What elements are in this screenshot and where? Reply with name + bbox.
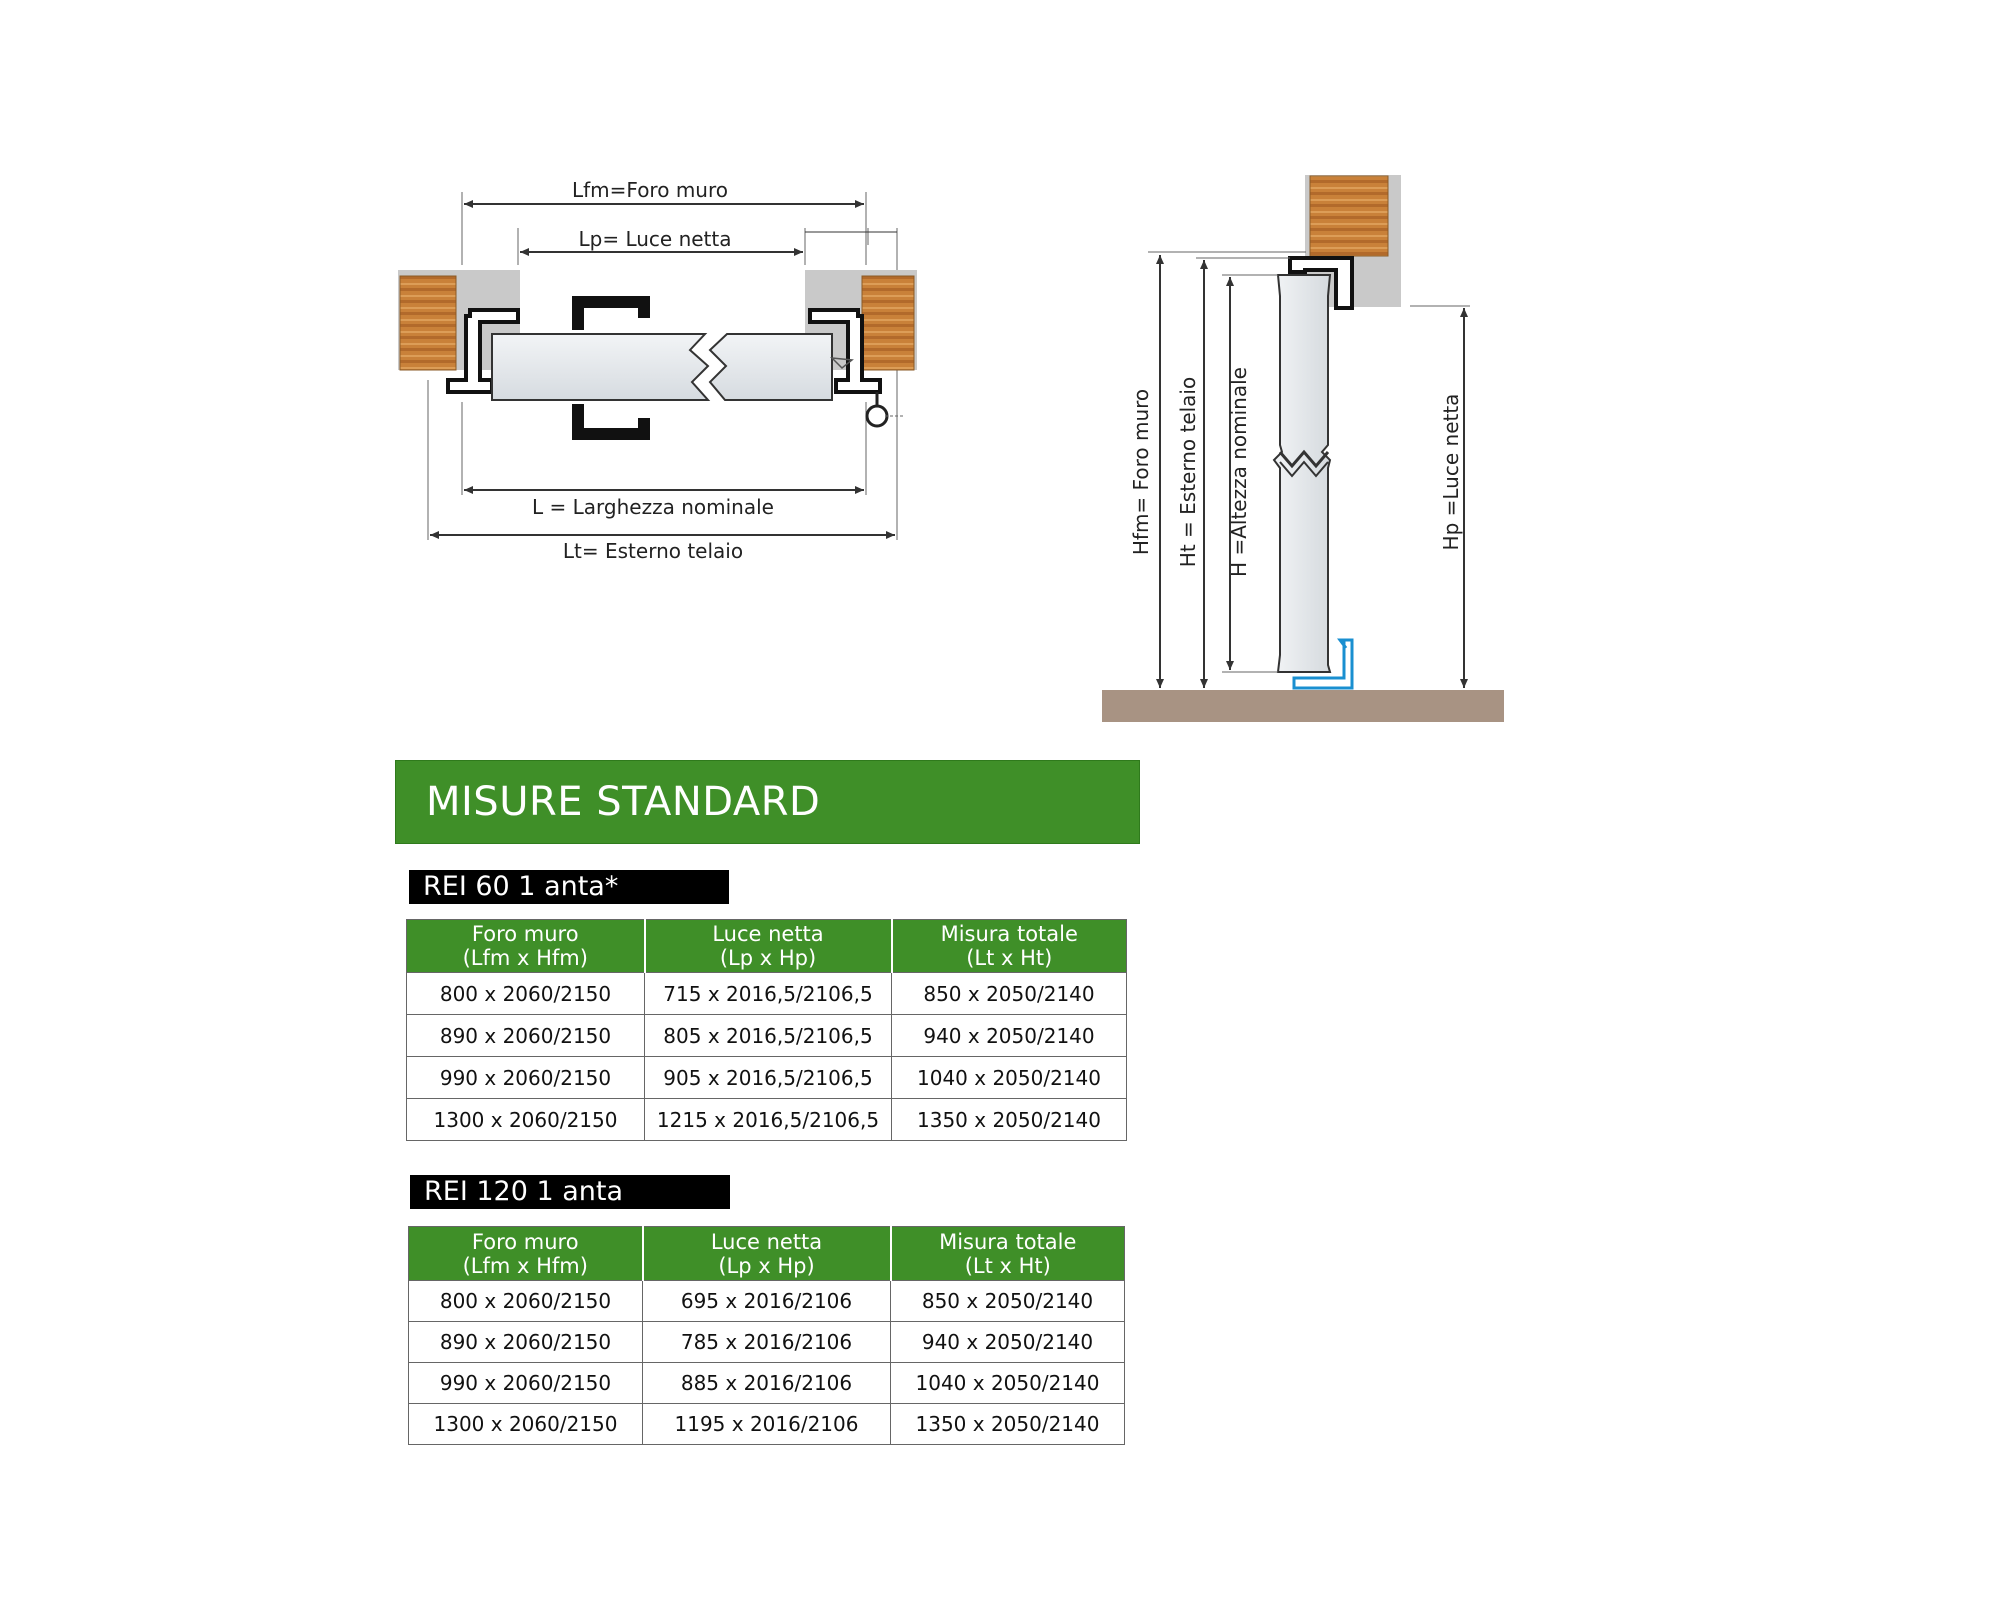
- header-foro-muro: Foro muro (Lfm x Hfm): [407, 920, 645, 973]
- door-leaf-left-half: [492, 334, 708, 400]
- label-lfm: Lfm=Foro muro: [571, 178, 729, 202]
- table1-tag: REI 60 1 anta*: [409, 870, 729, 904]
- label-lt: Lt= Esterno telaio: [562, 539, 744, 563]
- handle-bottom: [572, 404, 650, 440]
- cell: 1215 x 2016,5/2106,5: [645, 1099, 892, 1141]
- cell: 890 x 2060/2150: [407, 1015, 645, 1057]
- floor: [1102, 690, 1504, 722]
- header-misura-totale: Misura totale (Lt x Ht): [892, 920, 1127, 973]
- table-row: [409, 1404, 1125, 1445]
- table-row: [407, 1015, 1127, 1057]
- cell: 905 x 2016,5/2106,5: [645, 1057, 892, 1099]
- header-misura-totale: Misura totale (Lt x Ht): [891, 1227, 1125, 1281]
- header-luce-netta: Luce netta (Lp x Hp): [643, 1227, 891, 1281]
- banner-title: MISURE STANDARD: [426, 779, 821, 825]
- cell: 1350 x 2050/2140: [892, 1099, 1127, 1141]
- header-foro-muro: Foro muro (Lfm x Hfm): [409, 1227, 643, 1281]
- table-row: [407, 973, 1127, 1015]
- right-wood-jamb: [862, 276, 914, 370]
- table-row: [407, 1057, 1127, 1099]
- label-hp: Hp =Luce netta: [1439, 393, 1463, 551]
- label-l: L = Larghezza nominale: [532, 495, 774, 519]
- plan-view-diagram: [398, 178, 917, 563]
- cell: 1195 x 2016/2106: [643, 1404, 891, 1445]
- cell: 805 x 2016,5/2106,5: [645, 1015, 892, 1057]
- cell: 785 x 2016/2106: [643, 1322, 891, 1363]
- table-row: [409, 1363, 1125, 1404]
- cell: 940 x 2050/2140: [891, 1322, 1125, 1363]
- hinge-icon: [867, 406, 887, 426]
- cell: 1350 x 2050/2140: [891, 1404, 1125, 1445]
- cell: 715 x 2016,5/2106,5: [645, 973, 892, 1015]
- cell: 990 x 2060/2150: [409, 1363, 643, 1404]
- cell: 1300 x 2060/2150: [409, 1404, 643, 1445]
- cell: 990 x 2060/2150: [407, 1057, 645, 1099]
- cell: 800 x 2060/2150: [407, 973, 645, 1015]
- table-row: [407, 1099, 1127, 1141]
- cell: 885 x 2016/2106: [643, 1363, 891, 1404]
- table-row: [409, 1322, 1125, 1363]
- handle-top: [572, 296, 650, 330]
- cell: 1300 x 2060/2150: [407, 1099, 645, 1141]
- rei60-table: [406, 919, 1127, 1141]
- section-view-diagram: [1102, 175, 1504, 722]
- cell: 850 x 2050/2140: [891, 1281, 1125, 1322]
- cell: 1040 x 2050/2140: [892, 1057, 1127, 1099]
- label-hfm: Hfm= Foro muro: [1129, 388, 1153, 556]
- left-wood-jamb: [400, 276, 456, 370]
- label-h: H =Altezza nominale: [1227, 367, 1251, 577]
- cell: 800 x 2060/2150: [409, 1281, 643, 1322]
- rei120-table: [408, 1226, 1125, 1445]
- cell: 940 x 2050/2140: [892, 1015, 1127, 1057]
- label-lp: Lp= Luce netta: [578, 227, 732, 251]
- cell: 695 x 2016/2106: [643, 1281, 891, 1322]
- misure-standard-banner: [395, 760, 1140, 844]
- cell: 850 x 2050/2140: [892, 973, 1127, 1015]
- door-leaf-vertical: [1274, 275, 1330, 672]
- header-luce-netta: Luce netta (Lp x Hp): [645, 920, 892, 973]
- table-header-row: [407, 920, 1127, 973]
- lintel-wood: [1310, 176, 1388, 256]
- label-ht: Ht = Esterno telaio: [1176, 376, 1200, 568]
- table-header-row: [409, 1227, 1125, 1281]
- table-row: [409, 1281, 1125, 1322]
- door-leaf-right-half: [710, 334, 832, 400]
- cell: 890 x 2060/2150: [409, 1322, 643, 1363]
- cell: 1040 x 2050/2140: [891, 1363, 1125, 1404]
- table2-tag: REI 120 1 anta: [410, 1175, 730, 1209]
